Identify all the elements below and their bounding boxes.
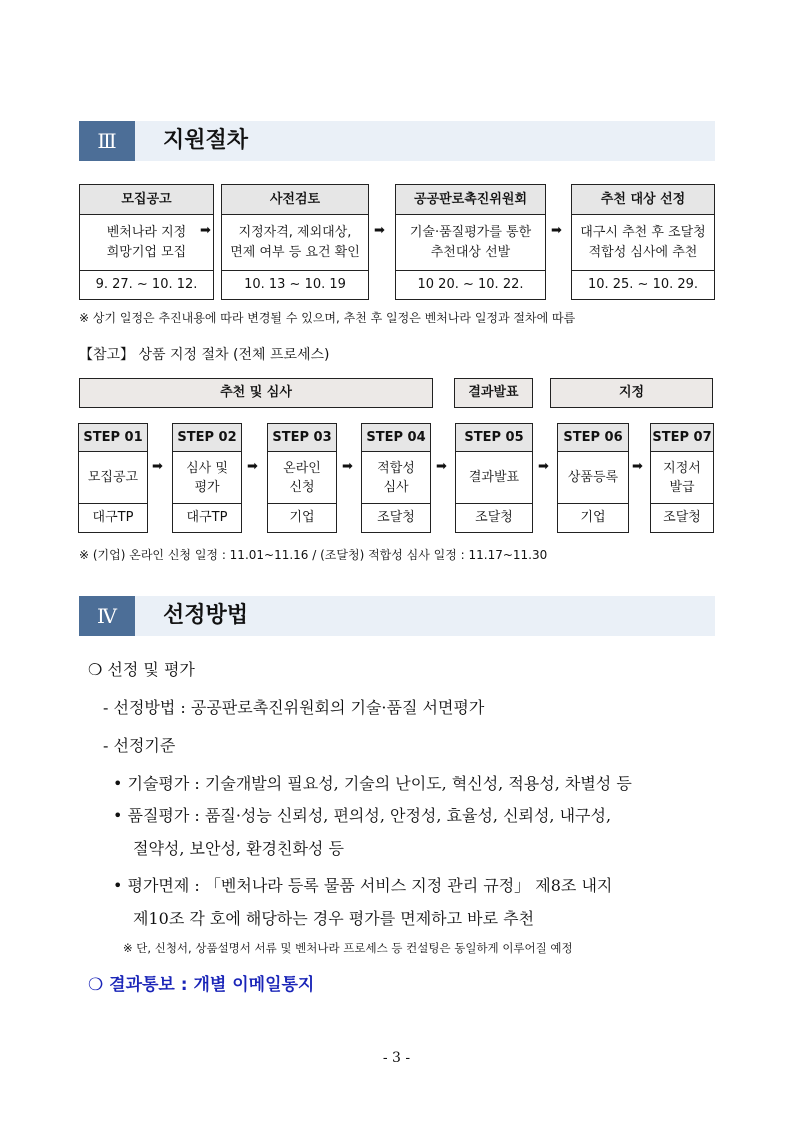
step-label: STEP 06: [558, 424, 628, 452]
arrow-right-icon: ➡: [342, 459, 353, 474]
step-org: 기업: [580, 510, 606, 525]
process-title: 공공판로촉진위원회: [396, 185, 545, 215]
section-4-title: 선정방법: [163, 603, 249, 628]
step-line: 온라인: [283, 460, 321, 476]
process-body: [572, 215, 714, 271]
step-box-1: [78, 423, 148, 533]
step-org: 조달청: [663, 510, 701, 525]
section-3-header: [79, 121, 715, 161]
process-title: 추천 대상 선정: [572, 185, 714, 215]
section-4-number: Ⅳ: [79, 596, 135, 636]
arrow-right-icon: ➡: [374, 223, 385, 238]
step-org: 대구TP: [92, 510, 134, 525]
step-box-6: [557, 423, 629, 533]
phase-result: 결과발표: [454, 378, 533, 408]
tech-evaluation: • 기술평가 : 기술개발의 필요성, 기술의 난이도, 혁신성, 적용성, 차별성 등: [113, 774, 632, 793]
process-body: [222, 215, 368, 271]
arrow-right-icon: ➡: [247, 459, 258, 474]
section-3-number: Ⅲ: [79, 121, 135, 161]
step-line: 상품등록: [567, 470, 619, 485]
quality-evaluation: • 품질평가 : 품질·성능 신뢰성, 편의성, 안정성, 효율성, 신뢰성, 내구성,: [113, 806, 612, 825]
process-body: [80, 215, 213, 271]
step-body: [79, 452, 147, 504]
step-line: 지정서: [663, 460, 701, 476]
step-line: 심사: [383, 479, 409, 495]
step-org: 기업: [289, 510, 315, 525]
step-line: 적합성: [377, 460, 415, 476]
step-box-4: [361, 423, 431, 533]
process-date: 10 20. ~ 10. 22.: [417, 277, 524, 292]
heading-selection-evaluation: ❍ 선정 및 평가: [88, 660, 195, 679]
process-line: 추천대상 선발: [430, 244, 511, 260]
section-4-header: [79, 596, 715, 636]
step-org: 대구TP: [186, 510, 228, 525]
selection-criteria: - 선정기준: [103, 736, 176, 755]
process-box-3: [395, 184, 546, 300]
process-date: 10. 25. ~ 10. 29.: [587, 277, 699, 292]
section-3-title: 지원절차: [163, 128, 249, 153]
process-date: 9. 27. ~ 10. 12.: [95, 277, 198, 292]
evaluation-exemption-cont: 제10조 각 호에 해당하는 경우 평가를 면제하고 바로 추천: [133, 909, 535, 928]
arrow-right-icon: ➡: [551, 223, 562, 238]
step-org: 조달청: [377, 510, 415, 525]
step-label: STEP 04: [362, 424, 430, 452]
phase-recommend-review: 추천 및 심사: [79, 378, 433, 408]
process-line: 적합성 심사에 추천: [588, 244, 698, 260]
process-line: 희망기업 모집: [106, 244, 187, 260]
arrow-right-icon: ➡: [538, 459, 549, 474]
arrow-right-icon: ➡: [152, 459, 163, 474]
process-line: 면제 여부 등 요건 확인: [230, 244, 360, 260]
arrow-right-icon: ➡: [632, 459, 643, 474]
online-schedule-note: ※ (기업) 온라인 신청 일정 : 11.01~11.16 / (조달청) 적합성 심사 일정 : 11.17~11.30: [79, 548, 548, 562]
step-box-7: [650, 423, 714, 533]
step-body: [558, 452, 628, 504]
step-body: [362, 452, 430, 504]
step-label: STEP 02: [173, 424, 241, 452]
step-body: [173, 452, 241, 504]
step-body: [456, 452, 532, 504]
process-box-1: [79, 184, 214, 300]
step-box-3: [267, 423, 337, 533]
process-line: 지정자격, 제외대상,: [238, 224, 352, 240]
step-box-5: [455, 423, 533, 533]
phase-designation: 지정: [550, 378, 713, 408]
page-number: - 3 -: [382, 1050, 411, 1066]
step-line: 평가: [194, 479, 220, 495]
process-title: 모집공고: [80, 185, 213, 215]
step-line: 발급: [669, 479, 695, 495]
process-body: [396, 215, 545, 271]
step-label: STEP 05: [456, 424, 532, 452]
step-box-2: [172, 423, 242, 533]
schedule-note: ※ 상기 일정은 추진내용에 따라 변경될 수 있으며, 추천 후 일정은 벤처나라 일정과 절차에 따름: [79, 311, 576, 325]
arrow-right-icon: ➡: [200, 223, 211, 238]
step-line: 신청: [289, 479, 315, 495]
step-label: STEP 03: [268, 424, 336, 452]
step-line: 결과발표: [468, 470, 520, 485]
process-box-2: [221, 184, 369, 300]
arrow-right-icon: ➡: [436, 459, 447, 474]
process-date: 10. 13 ~ 10. 19: [244, 277, 346, 292]
process-title: 사전검토: [222, 185, 368, 215]
quality-evaluation-cont: 절약성, 보안성, 환경친화성 등: [133, 839, 344, 858]
reference-title: 【참고】 상품 지정 절차 (전체 프로세스): [79, 347, 330, 363]
step-line: 심사 및: [186, 460, 228, 476]
result-notification: ❍ 결과통보 : 개별 이메일통지: [88, 975, 315, 995]
step-org: 조달청: [475, 510, 513, 525]
consulting-note: ※ 단, 신청서, 상품설명서 서류 및 벤처나라 프로세스 등 컨설팅은 동일하게 이루어질 예정: [123, 941, 573, 955]
step-label: STEP 01: [79, 424, 147, 452]
process-line: 벤처나라 지정: [106, 224, 187, 240]
step-label: STEP 07: [651, 424, 713, 452]
step-line: 모집공고: [87, 470, 139, 485]
evaluation-exemption: • 평가면제 : 「벤처나라 등록 물품 서비스 지정 관리 규정」 제8조 내지: [113, 876, 613, 895]
process-box-4: [571, 184, 715, 300]
step-body: [268, 452, 336, 504]
selection-method: - 선정방법 : 공공판로촉진위원회의 기술·품질 서면평가: [103, 698, 485, 717]
process-line: 기술·품질평가를 통한: [409, 224, 532, 240]
process-line: 대구시 추천 후 조달청: [580, 224, 706, 240]
step-body: [651, 452, 713, 504]
